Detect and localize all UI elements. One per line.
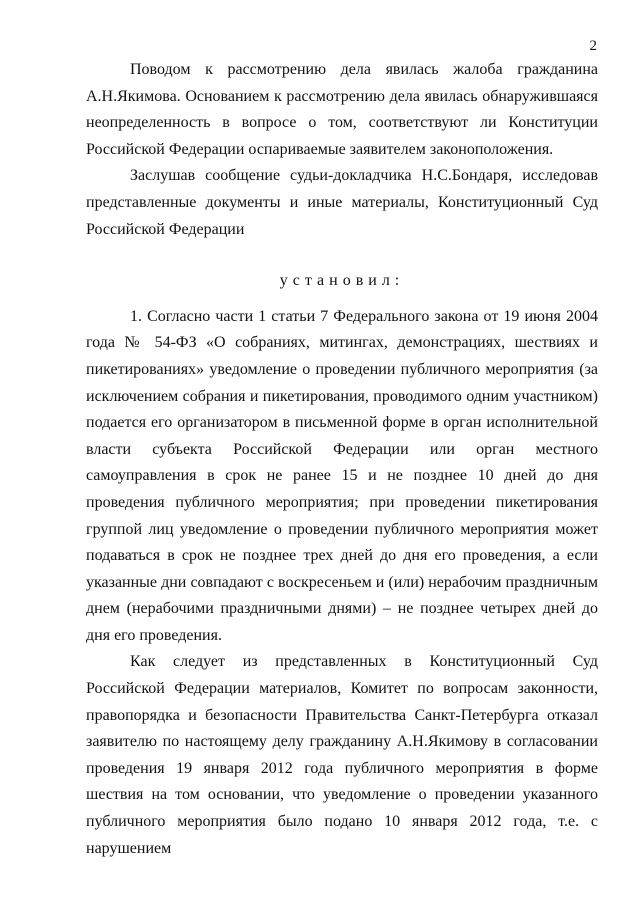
paragraph-law-provision: 1. Согласно части 1 статьи 7 Федерального закона от 19 июня 2004 года № 54-ФЗ «О собраниях, митингах, демонстрациях, шествиях и пикетированиях» уведомление о проведении публичного мероприятия (за исключением собрания и пикетирования, проводимого одним участником) подается его организатором в письменной форме в орган исполнительной власти субъекта Российской Федерации или орган местного самоуправления в срок не ранее 15 и не позднее 10 дней до дня проведения публичного мероприятия; при проведении пикетирования группой лиц уведомление о проведении публичного мероприятия может подаваться в срок не позднее трех дней до дня его проведения, а если указанные дни совпадают с воскресеньем и (или) нерабочим праздничным днем (нерабочими праздничными днями) – не позднее четырех дней до дня его проведения.: [86, 307, 598, 644]
section-heading: установил:: [279, 272, 405, 290]
paragraph-complaint: Поводом к рассмотрению дела явилась жалоба гражданина А.Н.Якимова. Основанием к рассмотрению дела явилась обнаружившаяся неопределенность в вопросе о том, соответствуют ли Конституции Российской Федерации оспариваемые заявителем законоположения.: [86, 61, 598, 158]
paragraph-case-facts: Как следует из представленных в Конституционный Суд Российской Федерации материалов, Комитет по вопросам законности, правопорядка и безопасности Правительства Санкт-Петербурга отказал заявителю по настоящему делу гражданину А.Н.Якимову в согласовании проведения 19 января 2012 года публичного мероприятия в форме шествия на том основании, что уведомление о проведении указанного публичного мероприятия было подано 10 января 2012 года, т.е. с нарушением: [86, 653, 598, 857]
page-number: 2: [589, 38, 597, 54]
paragraph-report: Заслушав сообщение судьи-докладчика Н.С.Бондаря, исследовав представленные документы и иные материалы, Конституционный Суд Российской Федерации: [86, 167, 598, 238]
document-body: [86, 57, 598, 862]
